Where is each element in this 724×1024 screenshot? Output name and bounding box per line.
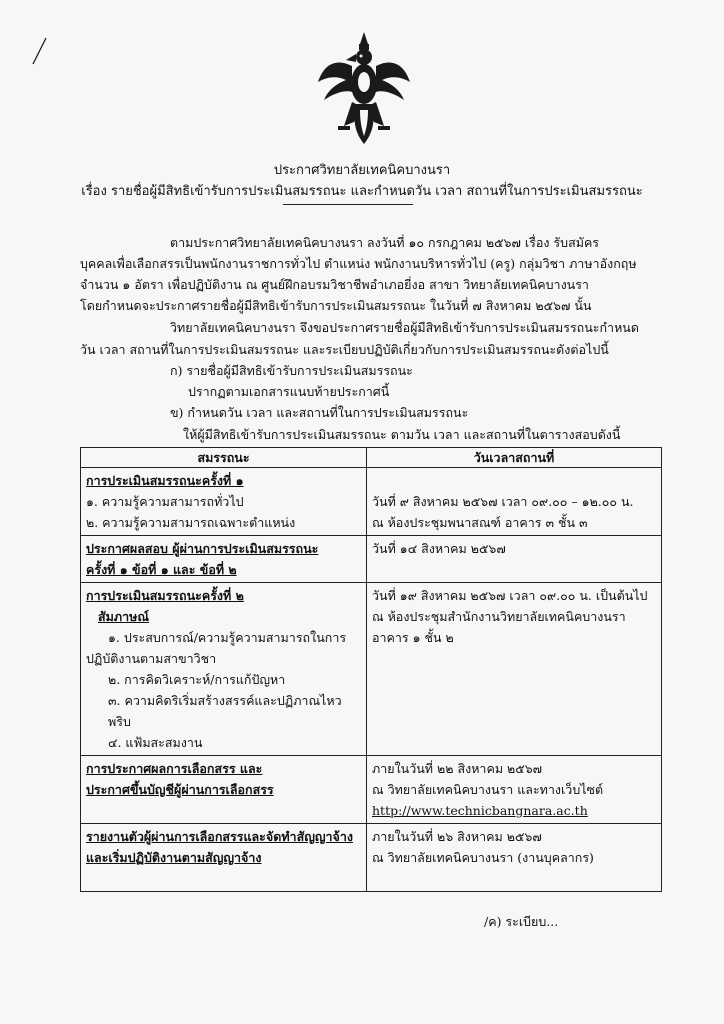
announce-round-1-line-1: ประกาศผลสอบ ผู้ผ่านการประเมินสมรรถนะ bbox=[86, 541, 319, 556]
report-place: ณ วิทยาลัยเทคนิคบางนรา (งานบุคลากร) bbox=[372, 850, 594, 865]
round-1-date: วันที่ ๙ สิงหาคม ๒๕๖๗ เวลา ๐๙.๐๐ – ๑๒.๐๐ น. bbox=[372, 494, 634, 509]
announce-round-1-line-2: ครั้งที่ ๑ ข้อที่ ๑ และ ข้อที่ ๒ bbox=[86, 562, 237, 577]
schedule-cell bbox=[367, 824, 662, 892]
round-1-item-1: ๑. ความรู้ความสามารถทั่วไป bbox=[86, 494, 244, 509]
paragraph-1-line-2: บุคคลเพื่อเลือกสรรเป็นพนักงานราชการทั่วไป ตำแหน่ง พนักงานบริหารทั่วไป (ครู) กลุ่มวิชา ภาษาอังกฤษ bbox=[80, 256, 637, 271]
round-2-item-2: ๒. การคิดวิเคราะห์/การแก้ปัญหา bbox=[108, 672, 286, 687]
round-1-place: ณ ห้องประชุมพนาสณฑ์ อาคาร ๓ ชั้น ๓ bbox=[372, 515, 588, 530]
report-line-1: รายงานตัวผู้ผ่านการเลือกสรรและจัดทำสัญญาจ้าง bbox=[86, 829, 353, 844]
item-a-detail: ปรากฏตามเอกสารแนบท้ายประกาศนี้ bbox=[188, 384, 390, 399]
interview-label: สัมภาษณ์ bbox=[98, 609, 149, 624]
document-title: ประกาศวิทยาลัยเทคนิคบางนรา bbox=[273, 163, 451, 178]
table-row bbox=[81, 756, 662, 824]
round-2-place: ณ ห้องประชุมสำนักงานวิทยาลัยเทคนิคบางนรา bbox=[372, 609, 626, 624]
final-result-place: ณ วิทยาลัยเทคนิคบางนรา และทางเว็บไซต์ bbox=[372, 782, 604, 797]
schedule-cell bbox=[367, 583, 662, 756]
title-divider bbox=[283, 204, 413, 205]
round-2-item-4: ๔. แฟ้มสะสมงาน bbox=[108, 735, 203, 750]
item-a: ก) รายชื่อผู้มีสิทธิเข้ารับการประเมินสมรรถนะ bbox=[170, 363, 413, 378]
paragraph-2-line-2: วัน เวลา สถานที่ในการประเมินสมรรถนะ และระเบียบปฏิบัติเกี่ยวกับการประเมินสมรรถนะดังต่อไปนี้ bbox=[80, 342, 609, 357]
garuda-emblem-icon bbox=[316, 30, 412, 150]
round-2-date: วันที่ ๑๙ สิงหาคม ๒๕๖๗ เวลา ๐๙.๐๐ น. เป็นต้นไป bbox=[372, 588, 648, 603]
report-date: ภายในวันที่ ๒๖ สิงหาคม ๒๕๖๗ bbox=[372, 829, 542, 844]
announce-round-1-date: วันที่ ๑๔ สิงหาคม ๒๕๖๗ bbox=[372, 541, 506, 556]
report-line-2: และเริ่มปฏิบัติงานตามสัญญาจ้าง bbox=[86, 850, 262, 865]
final-result-date: ภายในวันที่ ๒๒ สิงหาคม ๒๕๖๗ bbox=[372, 761, 543, 776]
column-header-datetime-place: วันเวลาสถานที่ bbox=[367, 448, 662, 468]
round-2-building: อาคาร ๑ ชั้น ๒ bbox=[372, 630, 454, 645]
paragraph-1-line-1: ตามประกาศวิทยาลัยเทคนิคบางนรา ลงวันที่ ๑๐ กรกฎาคม ๒๕๖๗ เรื่อง รับสมัคร bbox=[170, 235, 600, 250]
round-2-item-1: ๑. ประสบการณ์/ความรู้ความสามารถในการ bbox=[108, 630, 347, 645]
schedule-cell bbox=[367, 756, 662, 824]
schedule-table bbox=[80, 447, 662, 892]
round-1-item-2: ๒. ความรู้ความสามารถเฉพาะตำแหน่ง bbox=[86, 515, 296, 530]
competency-cell bbox=[81, 583, 367, 756]
paragraph-1-line-4: โดยกำหนดจะประกาศรายชื่อผู้มีสิทธิเข้ารับการประเมินสมรรถนะ ในวันที่ ๗ สิงหาคม ๒๕๖๗ นั้น bbox=[80, 298, 592, 313]
item-b-detail: ให้ผู้มีสิทธิเข้ารับการประเมินสมรรถนะ ตามวัน เวลา และสถานที่ในตารางสอบดังนี้ bbox=[183, 427, 621, 442]
pen-mark bbox=[30, 36, 48, 66]
paragraph-2-line-1: วิทยาลัยเทคนิคบางนรา จึงขอประกาศรายชื่อผู้มีสิทธิเข้ารับการประเมินสมรรถนะกำหนด bbox=[170, 320, 639, 335]
item-b: ข) กำหนดวัน เวลา และสถานที่ในการประเมินสมรรถนะ bbox=[170, 405, 469, 420]
document-subject: เรื่อง รายชื่อผู้มีสิทธิเข้ารับการประเมินสมรรถนะ และกำหนดวัน เวลา สถานที่ในการประเมินสมรรถนะ bbox=[81, 184, 643, 199]
website-link[interactable]: http://www.technicbangnara.ac.th bbox=[372, 803, 588, 818]
final-result-line-1: การประกาศผลการเลือกสรร และ bbox=[86, 761, 263, 776]
round-2-heading: การประเมินสมรรถนะครั้งที่ ๒ bbox=[86, 588, 244, 603]
table-header-row bbox=[81, 448, 662, 468]
competency-cell bbox=[81, 756, 367, 824]
round-2-item-1-cont: ปฏิบัติงานตามสาขาวิชา bbox=[86, 651, 217, 666]
table-row bbox=[81, 824, 662, 892]
final-result-line-2: ประกาศขึ้นบัญชีผู้ผ่านการเลือกสรร bbox=[86, 782, 274, 797]
table-row bbox=[81, 583, 662, 756]
competency-cell bbox=[81, 536, 367, 583]
column-header-competency: สมรรถนะ bbox=[81, 448, 367, 468]
continuation-note: /ค) ระเบียบ... bbox=[484, 914, 559, 929]
round-1-heading: การประเมินสมรรถนะครั้งที่ ๑ bbox=[86, 473, 244, 488]
competency-cell bbox=[81, 468, 367, 536]
table-row bbox=[81, 468, 662, 536]
round-2-item-3: ๓. ความคิดริเริ่มสร้างสรรค์และปฏิภาณไหวพริบ bbox=[108, 693, 342, 729]
schedule-cell bbox=[367, 468, 662, 536]
table-row bbox=[81, 536, 662, 583]
schedule-cell bbox=[367, 536, 662, 583]
paragraph-1-line-3: จำนวน ๑ อัตรา เพื่อปฏิบัติงาน ณ ศูนย์ฝึกอบรมวิชาชีพอำเภอยี่งอ สาขา วิทยาลัยเทคนิคบางนรา bbox=[80, 277, 589, 292]
competency-cell bbox=[81, 824, 367, 892]
